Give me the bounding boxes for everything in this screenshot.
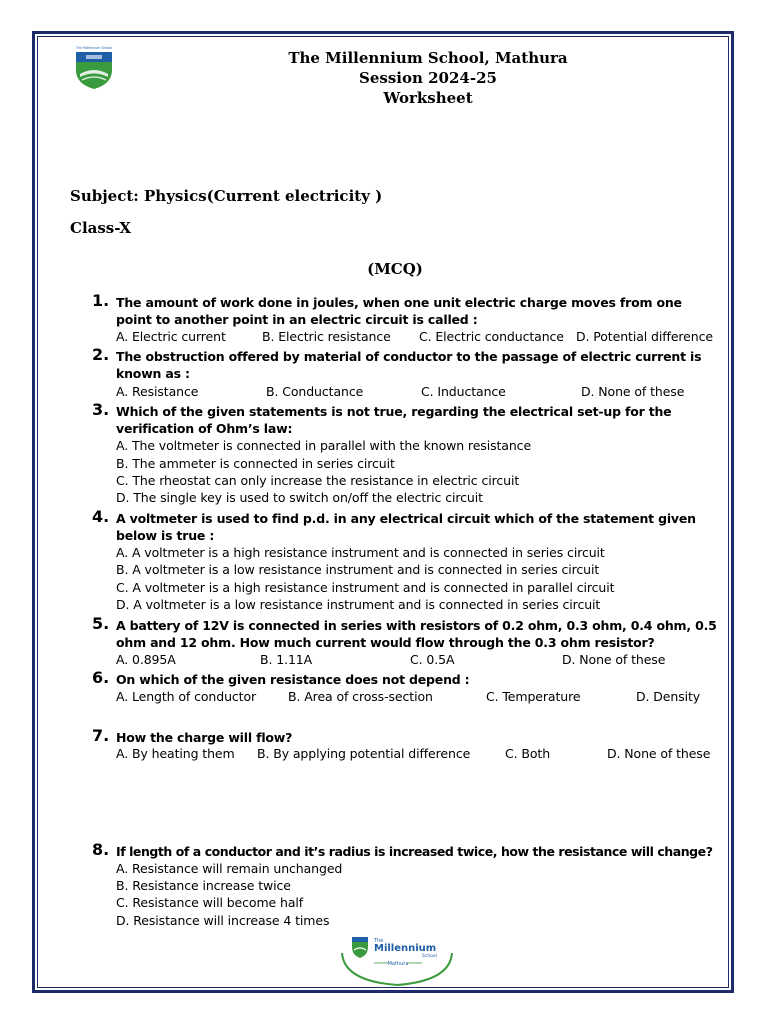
option-c: C. Electric conductance <box>419 329 564 344</box>
option-b: B. 1.11A <box>260 652 313 667</box>
option-c: C. The rheostat can only increase the resistance in electric circuit <box>116 473 520 488</box>
school-name: The Millennium School, Mathura <box>288 49 568 67</box>
question-number: 5. <box>92 614 110 633</box>
option-b: B. Area of cross-section <box>288 689 433 704</box>
option-d: D. None of these <box>607 746 711 761</box>
question-number: 3. <box>92 400 110 419</box>
option-a: A. Resistance will remain unchanged <box>116 861 343 876</box>
options-row <box>116 383 720 400</box>
question-text: A battery of 12V is connected in series with resistors of 0.2 ohm, 0.3 ohm, 0.4 ohm, 0.5 ohm and 12 ohm. How much current would flow through the 0.3 ohm resistor? <box>116 618 717 650</box>
option-a: A. Resistance <box>116 384 199 399</box>
question-text: Which of the given statements is not true, regarding the electrical set-up for the verification of Ohm’s law: <box>116 404 672 436</box>
option-c: C. Inductance <box>421 384 506 399</box>
worksheet-header <box>200 48 656 108</box>
logo-caption: The Millennium School <box>76 46 112 50</box>
class-heading: Class-X <box>70 219 132 237</box>
option-d: D. The single key is used to switch on/off the electric circuit <box>116 490 483 505</box>
worksheet-title: Worksheet <box>383 89 473 107</box>
question-number: 2. <box>92 345 110 364</box>
option-d: D. Potential difference <box>576 329 713 344</box>
option-c: C. Both <box>505 746 551 761</box>
option-d: D. Density <box>636 689 701 704</box>
options-row <box>116 651 720 668</box>
question-number: 7. <box>92 726 110 745</box>
option-b: B. The ammeter is connected in series circuit <box>116 456 395 471</box>
options-row <box>116 328 720 345</box>
footer-logo-line4: Mathura <box>387 961 409 967</box>
option-a: A. Electric current <box>116 329 226 344</box>
question-number: 6. <box>92 668 110 687</box>
option-a: A. By heating them <box>116 746 235 761</box>
option-c: C. 0.5A <box>410 652 455 667</box>
option-a: A. A voltmeter is a high resistance instrument and is connected in series circuit <box>116 545 605 560</box>
footer-logo-line3: School <box>422 954 437 959</box>
option-c: C. Resistance will become half <box>116 895 304 910</box>
option-d: D. None of these <box>562 652 666 667</box>
question-text: The amount of work done in joules, when one unit electric charge moves from one point to another point in an electric circuit is called : <box>116 295 682 327</box>
options-row <box>116 688 720 705</box>
option-b: B. By applying potential difference <box>257 746 471 761</box>
session-label: Session 2024-25 <box>359 69 497 87</box>
question-text: A voltmeter is used to find p.d. in any electrical circuit which of the statement given below is true : <box>116 511 696 543</box>
footer-school-logo <box>340 935 454 987</box>
question-text: If length of a conductor and it’s radius is increased twice, how the resistance will change? <box>116 844 713 859</box>
option-b: B. A voltmeter is a low resistance instrument and is connected in series circuit <box>116 562 600 577</box>
option-a: A. The voltmeter is connected in parallel with the known resistance <box>116 438 532 453</box>
subject-heading: Subject: Physics(Current electricity ) <box>70 187 383 205</box>
option-d: D. A voltmeter is a low resistance instrument and is connected in series circuit <box>116 597 601 612</box>
option-b: B. Conductance <box>266 384 364 399</box>
question-number: 8. <box>92 840 110 859</box>
option-d: D. None of these <box>581 384 685 399</box>
option-c: C. A voltmeter is a high resistance instrument and is connected in parallel circuit <box>116 580 615 595</box>
question-text: How the charge will flow? <box>116 730 293 745</box>
section-heading: (MCQ) <box>367 260 423 278</box>
options-row <box>116 745 720 762</box>
option-b: B. Resistance increase twice <box>116 878 291 893</box>
option-d: D. Resistance will increase 4 times <box>116 913 330 928</box>
footer-logo-line1: The <box>374 938 384 944</box>
option-c: C. Temperature <box>486 689 581 704</box>
question-number: 1. <box>92 291 110 310</box>
school-crest-logo <box>72 44 116 90</box>
option-a: A. Length of conductor <box>116 689 257 704</box>
question-text: On which of the given resistance does not depend : <box>116 672 470 687</box>
question-number: 4. <box>92 507 110 526</box>
question-text: The obstruction offered by material of conductor to the passage of electric current is known as : <box>116 349 702 381</box>
footer-logo-line2: Millennium <box>374 943 437 954</box>
option-a: A. 0.895A <box>116 652 176 667</box>
option-b: B. Electric resistance <box>262 329 391 344</box>
